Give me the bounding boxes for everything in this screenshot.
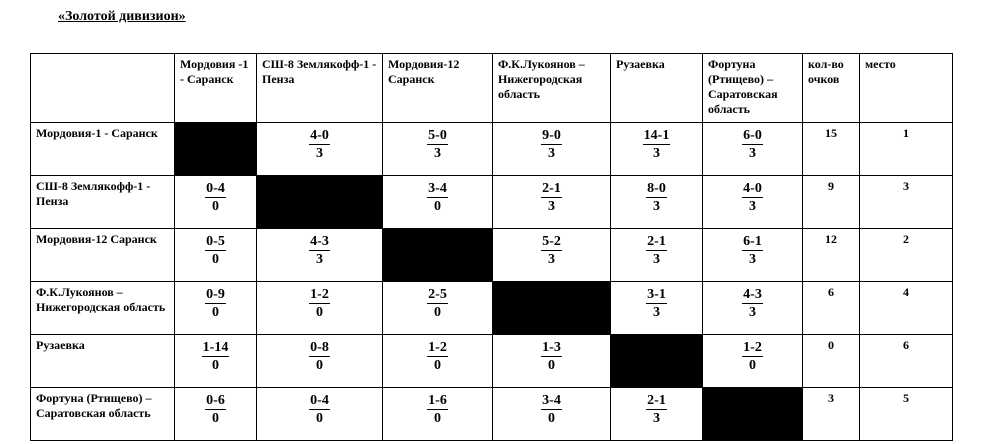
match-points: 3 — [653, 199, 660, 214]
match-result-cell — [611, 388, 703, 441]
match-result-cell — [257, 388, 383, 441]
row-team-name: Ф.К.Лукоянов – Нижегородская область — [31, 282, 175, 335]
match-result-cell — [493, 176, 611, 229]
match-points: 3 — [548, 252, 555, 267]
match-points: 0 — [749, 358, 756, 373]
total-points: 6 — [803, 282, 860, 335]
corner-cell — [31, 54, 175, 123]
match-result-cell — [493, 335, 611, 388]
self-match-cell — [175, 123, 257, 176]
match-points: 0 — [434, 199, 441, 214]
total-points: 12 — [803, 229, 860, 282]
match-score: 2-5 — [428, 287, 447, 302]
match-score: 4-3 — [743, 287, 762, 302]
match-points: 3 — [749, 199, 756, 214]
match-points: 0 — [548, 411, 555, 426]
match-points: 3 — [749, 252, 756, 267]
match-points: 0 — [316, 305, 323, 320]
self-match-cell — [703, 388, 803, 441]
match-result-cell — [257, 123, 383, 176]
match-result-cell — [175, 176, 257, 229]
match-result-cell — [611, 123, 703, 176]
match-points: 0 — [434, 305, 441, 320]
match-score: 0-9 — [206, 287, 225, 302]
match-score: 5-0 — [428, 128, 447, 143]
column-header: Мордовия -1 - Саранск — [175, 54, 257, 123]
self-match-cell — [611, 335, 703, 388]
column-header: СШ-8 Землякофф-1 - Пенза — [257, 54, 383, 123]
match-score: 1-14 — [202, 340, 229, 355]
match-result-cell — [611, 229, 703, 282]
column-header-points: кол-во очков — [803, 54, 860, 123]
row-team-name: Рузаевка — [31, 335, 175, 388]
match-score: 1-2 — [310, 287, 329, 302]
match-points: 3 — [749, 146, 756, 161]
match-result-cell — [175, 229, 257, 282]
match-score: 1-3 — [542, 340, 561, 355]
match-result-cell — [175, 335, 257, 388]
match-score: 1-6 — [428, 393, 447, 408]
column-header-place: место — [860, 54, 953, 123]
match-points: 0 — [316, 358, 323, 373]
match-points: 0 — [434, 358, 441, 373]
match-result-cell — [175, 282, 257, 335]
match-result-cell — [493, 123, 611, 176]
match-score: 0-5 — [206, 234, 225, 249]
table-row — [31, 335, 953, 388]
match-points: 3 — [316, 146, 323, 161]
total-points: 15 — [803, 123, 860, 176]
match-score: 0-6 — [206, 393, 225, 408]
match-result-cell — [703, 229, 803, 282]
table-row — [31, 123, 953, 176]
match-points: 3 — [653, 411, 660, 426]
match-result-cell — [611, 282, 703, 335]
match-score: 9-0 — [542, 128, 561, 143]
match-result-cell — [493, 229, 611, 282]
match-score: 3-1 — [647, 287, 666, 302]
table-row — [31, 229, 953, 282]
self-match-cell — [493, 282, 611, 335]
match-result-cell — [383, 388, 493, 441]
table-row — [31, 176, 953, 229]
match-result-cell — [383, 176, 493, 229]
match-score: 0-8 — [310, 340, 329, 355]
match-score: 3-4 — [428, 181, 447, 196]
match-result-cell — [383, 123, 493, 176]
match-result-cell — [703, 335, 803, 388]
match-points: 3 — [653, 252, 660, 267]
match-score: 3-4 — [542, 393, 561, 408]
match-score: 0-4 — [310, 393, 329, 408]
page-title: «Золотой дивизион» — [58, 9, 186, 24]
total-points: 3 — [803, 388, 860, 441]
row-team-name: Мордовия-12 Саранск — [31, 229, 175, 282]
row-team-name: Мордовия-1 - Саранск — [31, 123, 175, 176]
match-points: 3 — [548, 146, 555, 161]
match-score: 2-1 — [542, 181, 561, 196]
header-row — [31, 54, 953, 123]
match-points: 3 — [749, 305, 756, 320]
match-score: 8-0 — [647, 181, 666, 196]
table-row — [31, 282, 953, 335]
place: 1 — [860, 123, 953, 176]
match-result-cell — [611, 176, 703, 229]
column-header: Фортуна (Ртищево) – Саратовская область — [703, 54, 803, 123]
row-team-name: Фортуна (Ртищево) – Саратовская область — [31, 388, 175, 441]
match-score: 6-1 — [743, 234, 762, 249]
match-points: 3 — [434, 146, 441, 161]
place: 5 — [860, 388, 953, 441]
match-score: 4-0 — [743, 181, 762, 196]
match-points: 3 — [653, 305, 660, 320]
match-points: 0 — [212, 358, 219, 373]
match-result-cell — [703, 123, 803, 176]
match-result-cell — [703, 176, 803, 229]
match-points: 0 — [212, 252, 219, 267]
match-result-cell — [257, 282, 383, 335]
match-score: 4-0 — [310, 128, 329, 143]
match-points: 3 — [548, 199, 555, 214]
column-header: Ф.К.Лукоянов – Нижегородская область — [493, 54, 611, 123]
match-score: 1-2 — [428, 340, 447, 355]
match-points: 0 — [316, 411, 323, 426]
place: 2 — [860, 229, 953, 282]
match-points: 0 — [212, 411, 219, 426]
match-points: 0 — [548, 358, 555, 373]
match-result-cell — [257, 335, 383, 388]
match-result-cell — [175, 388, 257, 441]
match-score: 1-2 — [743, 340, 762, 355]
match-score: 0-4 — [206, 181, 225, 196]
match-points: 0 — [434, 411, 441, 426]
match-score: 5-2 — [542, 234, 561, 249]
match-points: 0 — [212, 199, 219, 214]
match-score: 4-3 — [310, 234, 329, 249]
match-score: 6-0 — [743, 128, 762, 143]
place: 6 — [860, 335, 953, 388]
match-score: 2-1 — [647, 234, 666, 249]
match-result-cell — [703, 282, 803, 335]
column-header: Рузаевка — [611, 54, 703, 123]
match-result-cell — [383, 335, 493, 388]
match-points: 3 — [653, 146, 660, 161]
match-score: 14-1 — [643, 128, 670, 143]
row-team-name: СШ-8 Землякофф-1 - Пенза — [31, 176, 175, 229]
match-result-cell — [383, 282, 493, 335]
self-match-cell — [383, 229, 493, 282]
table-body — [31, 54, 953, 441]
column-header: Мордовия-12 Саранск — [383, 54, 493, 123]
match-points: 3 — [316, 252, 323, 267]
match-score: 2-1 — [647, 393, 666, 408]
place: 3 — [860, 176, 953, 229]
self-match-cell — [257, 176, 383, 229]
standings-table — [30, 53, 953, 441]
total-points: 0 — [803, 335, 860, 388]
match-points: 0 — [212, 305, 219, 320]
table-row — [31, 388, 953, 441]
match-result-cell — [493, 388, 611, 441]
match-result-cell — [257, 229, 383, 282]
total-points: 9 — [803, 176, 860, 229]
place: 4 — [860, 282, 953, 335]
